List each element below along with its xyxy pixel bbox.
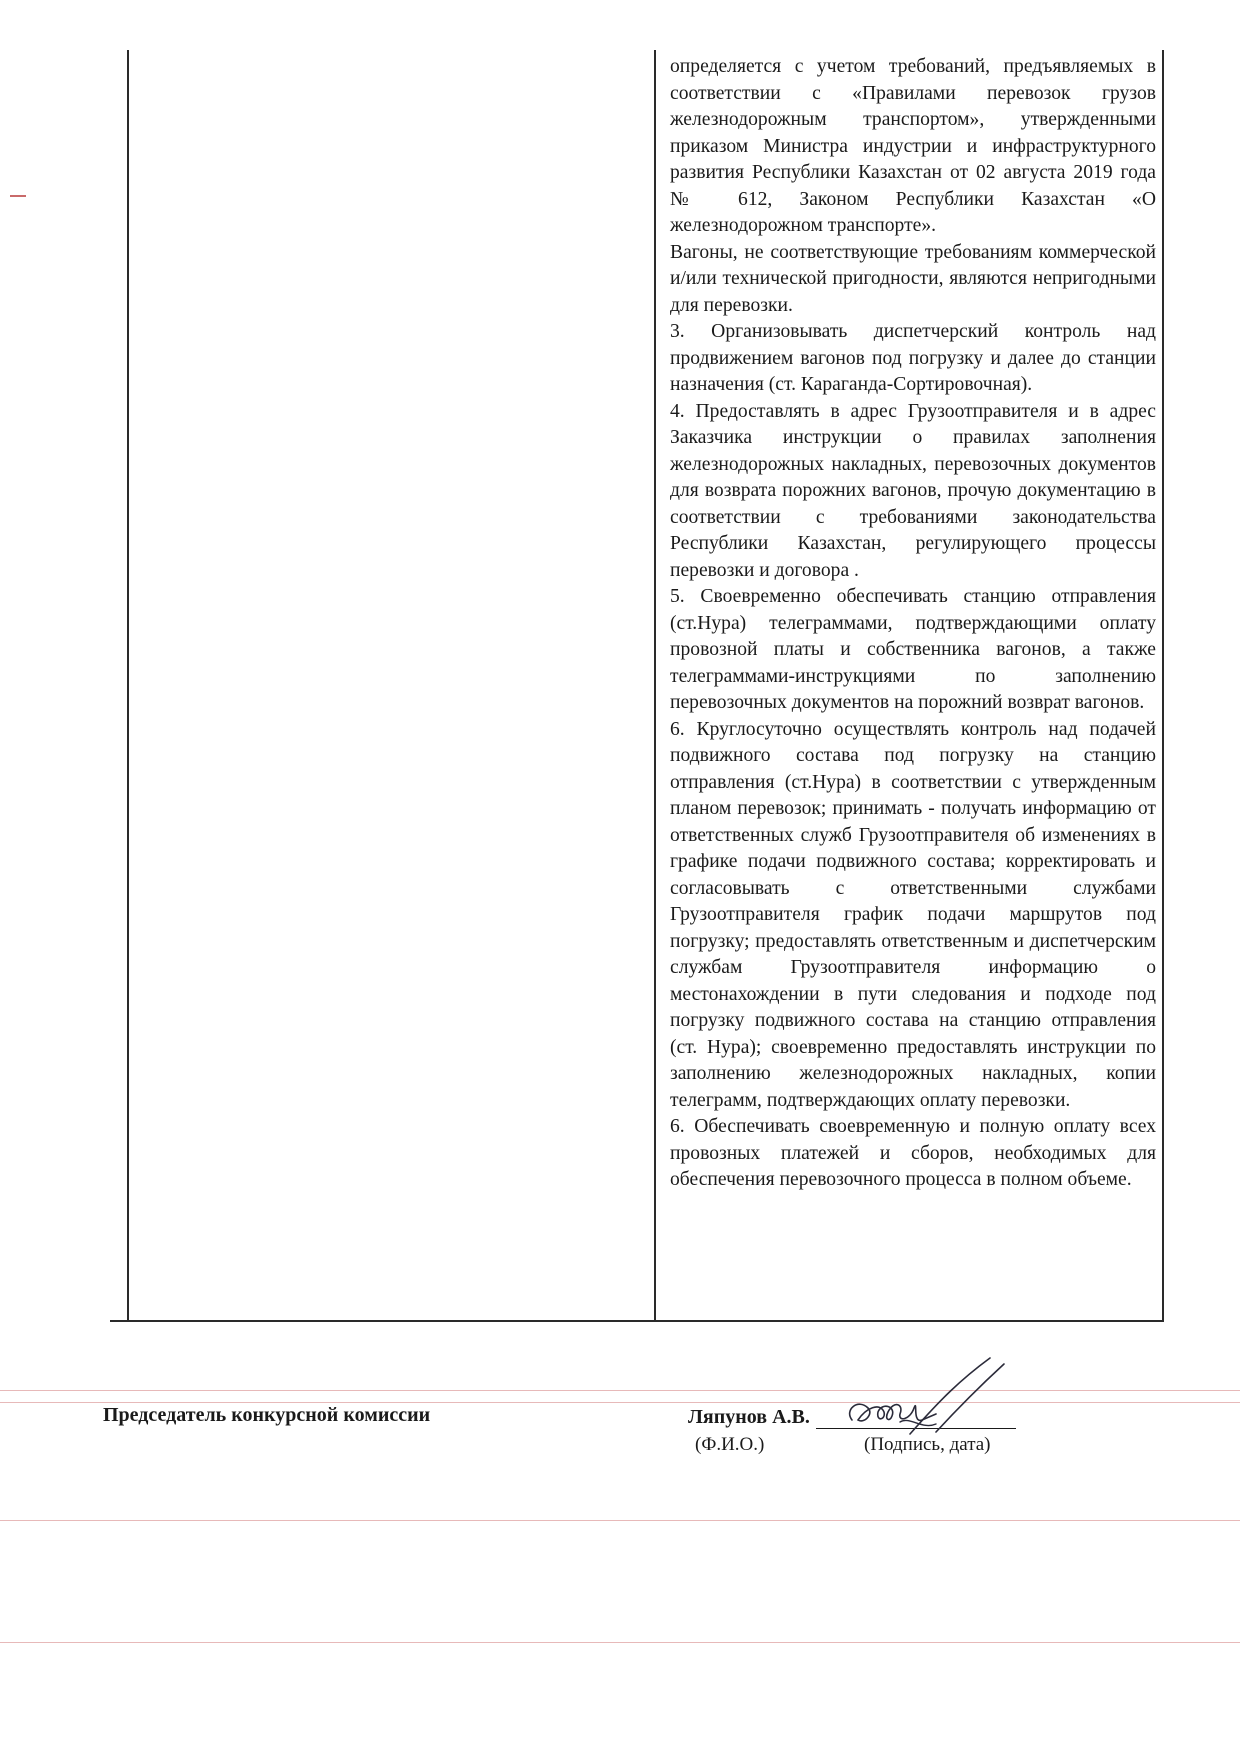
table-border-left	[127, 50, 129, 1320]
handwritten-signature	[840, 1350, 1030, 1450]
paragraph: 6. Обеспечивать своевременную и полную оплату всех провозных платежей и сборов, необходимых для обеспечения перевозочного процесса в полном объеме.	[670, 1116, 1156, 1190]
table-border-middle	[654, 50, 656, 1320]
paragraph: 5. Своевременно обеспечивать станцию отправления (ст.Нура) телеграммами, подтверждающими оплату провозной платы и собственника вагонов, а также телеграммами-инструкциями по заполнению перевозочных документов на порожний возврат вагонов.	[670, 586, 1156, 713]
signatory-title: Председатель конкурсной комиссии	[103, 1404, 431, 1426]
scan-line	[0, 1390, 1240, 1391]
signatory-name: Ляпунов А.В.	[688, 1406, 810, 1428]
paragraph: 3. Организовывать диспетчерский контроль над продвижением вагонов под погрузку и далее до станции назначения (ст. Караганда-Сортировочная).	[670, 321, 1156, 395]
table-border-right	[1162, 50, 1164, 1320]
table-border-bottom	[110, 1320, 1164, 1322]
paragraph: определяется с учетом требований, предъявляемых в соответствии с «Правилами перевозок грузов железнодорожным транспортом», утвержденными приказом Министра индустрии и инфраструктурного развития Республики Казахстан от 02 августа 2019 года № 612, Законом Республики Казахстан «О железнодорожном транспорте».	[670, 56, 1156, 236]
table-cell-text	[670, 54, 1156, 1194]
paragraph: Вагоны, не соответствующие требованиям коммерческой и/или технической пригодности, являются непригодными для перевозки.	[670, 241, 1156, 316]
scan-line	[0, 1520, 1240, 1521]
paragraph: 4. Предоставлять в адрес Грузоотправителя и в адрес Заказчика инструкции о правилах заполнения железнодорожных накладных, перевозочных документов для возврата порожних вагонов, прочую документацию в соответствии с требованиями законодательства Республики Казахстан, регулирующего процессы перевозки и договора .	[670, 400, 1156, 581]
signature-date-label: (Подпись, дата)	[864, 1434, 991, 1455]
margin-mark	[10, 195, 26, 197]
scan-line	[0, 1402, 1240, 1403]
paragraph: 6. Круглосуточно осуществлять контроль над подачей подвижного состава под погрузку на станцию отправления (ст.Нура) в соответствии с утвержденным планом перевозок; принимать - получать информацию от ответственных служб Грузоотправителя об изменениях в графике подачи подвижного состава; корректировать и согласовывать с ответственными службами Грузоотправителя график подачи маршрутов под погрузку; предоставлять ответственным и диспетчерским службам Грузоотправителя информацию о местонахождении в пути следования и подходе под погрузку подвижного состава на станцию отправления (ст. Нура); своевременно предоставлять инструкции по заполнению железнодорожных накладных, копии телеграмм, подтверждающих оплату перевозки.	[670, 718, 1156, 1111]
fio-label: (Ф.И.О.)	[695, 1434, 765, 1455]
scan-line	[0, 1642, 1240, 1643]
